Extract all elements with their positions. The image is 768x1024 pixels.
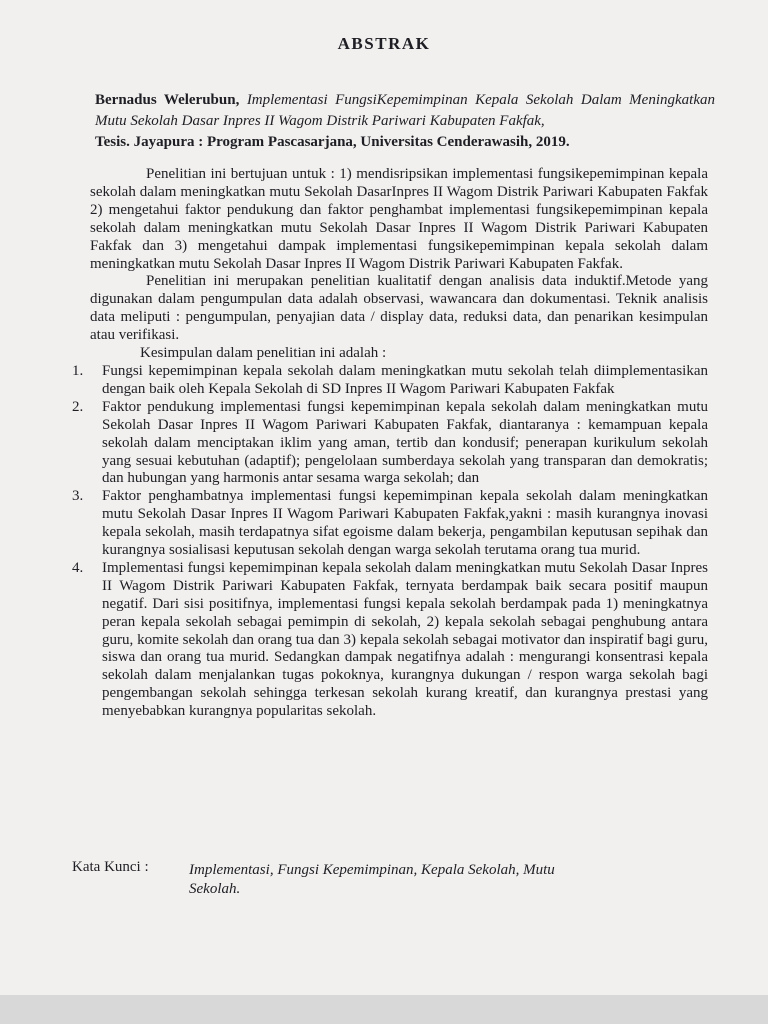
paragraph-conclusion-intro: Kesimpulan dalam penelitian ini adalah : xyxy=(140,345,387,362)
list-item xyxy=(72,559,708,721)
list-number: 2. xyxy=(72,398,84,415)
thesis-publisher: Tesis. Jayapura : Program Pascasarjana, Universitas Cenderawasih, 2019. xyxy=(95,134,570,150)
paragraph-method: Penelitian ini merupakan penelitian kualitatif dengan analisis data induktif.Metode yang digunakan dalam pengumpulan data adalah observasi, wawancara dan dokumentasi. Teknik analisis data meliputi : pengumpulan, penyajian data / display data, reduksi data, dan penarikan kesimpulan atau verifikasi. xyxy=(90,273,708,344)
thesis-title: Implementasi FungsiKepemimpinan Kepala Sekolah Dalam Meningkatkan Mutu Sekolah Dasar Inpres II Wagom Distrik Pariwari Kabupaten Fakfak, xyxy=(95,92,715,129)
paragraph-objectives: Penelitian ini bertujuan untuk : 1) mendisripsikan implementasi fungsikepemimpinan kepala sekolah dalam meningkatkan mutu Sekolah DasarInpres II Wagom Distrik Pariwari Kabupaten Fakfak 2) mengetahui faktor pendukung dan faktor penghambat implementasi fungsikepemimpinan kepala sekolah dalam meningkatkan mutu Sekolah Dasar Inpres II Wagom Distrik Pariwari Kabupaten Fakfak dan 3) mengetahui dampak implementasi fungsikepemimpinan kepala sekolah dalam meningkatkan mutu Sekolah Dasar Inpres II Wagom Distrik Pariwari Kabupaten Fakfak. xyxy=(90,166,708,272)
list-item xyxy=(72,488,708,560)
citation-header xyxy=(95,90,715,153)
list-text: Implementasi fungsi kepemimpinan kepala sekolah dalam meningkatkan mutu Sekolah Dasar Inpres II Wagom Distrik Pariwari Kabupaten Fakfak, ternyata berdampak baik secara positif maupun negatif. Dari sisi positifnya, implementasi fungsi kepala sekolah berdampak pada 1) meningkatnya peran kepala sekolah sebagai pemimpin di sekolah, 2) kepala sekolah sebagai penghubung antara guru, komite sekolah dan orang tua dan 3) kepala sekolah sebagai motivator dan inspiratif bagi guru, siswa dan orang tua murid. Sedangkan dampak negatifnya adalah : mengurangi konsentrasi kepala sekolah dalam menjalankan tugas pokoknya, kurangnya dukungan / respon warga sekolah bagi pengembangan sekolah sehingga terkesan sekolah kurang kreatif, dan kurangnya prestasi yang menyebabkan kurangnya popularitas sekolah. xyxy=(102,559,708,720)
abstract-title: ABSTRAK xyxy=(337,34,431,53)
background-surface xyxy=(0,995,768,1024)
list-number: 1. xyxy=(72,362,84,379)
list-number: 3. xyxy=(72,488,84,505)
abstract-body xyxy=(72,166,708,721)
conclusion-list xyxy=(72,362,708,721)
keywords-label: Kata Kunci : xyxy=(72,859,149,875)
list-text: Faktor pendukung implementasi fungsi kepemimpinan kepala sekolah dalam meningkatkan mutu Sekolah Dasar Inpres II Wagom Pariwari Kabupaten Fakfak, diantaranya : kemampuan kepala sekolah dalam menciptakan iklim yang aman, tertib dan kondusif; penerapan kurikulum sekolah yang sesuai kebutuhan (adaptif); pengelolaan sumberdaya sekolah yang transparan dan demokratis; dan hubungan yang harmonis antar sesama warga sekolah; dan xyxy=(102,398,708,487)
list-text: Faktor penghambatnya implementasi fungsi kepemimpinan kepala sekolah dalam meningkatkan mutu Sekolah Dasar Inpres II Wagom Pariwari Kabupaten Fakfak,yakni : masih kurangnya inovasi kepala sekolah, masih terdapatnya sifat egoisme dalam bekerja, pengambilan keputusan sepihak dan kurangnya sosialisasi keputusan sekolah dengan warga sekolah terutama orang tua murid. xyxy=(102,488,708,559)
list-item xyxy=(72,362,708,399)
keywords-text: Implementasi, Fungsi Kepemimpinan, Kepala Sekolah, Mutu Sekolah. xyxy=(189,862,555,897)
list-number: 4. xyxy=(72,559,84,576)
list-item xyxy=(72,398,708,489)
author-name: Bernadus Welerubun, xyxy=(95,92,240,108)
list-text: Fungsi kepemimpinan kepala sekolah dalam meningkatkan mutu sekolah telah diimplementasikan dengan baik oleh Kepala Sekolah di SD Inpres II Wagom Pariwari Kabupaten Fakfak xyxy=(102,362,708,397)
